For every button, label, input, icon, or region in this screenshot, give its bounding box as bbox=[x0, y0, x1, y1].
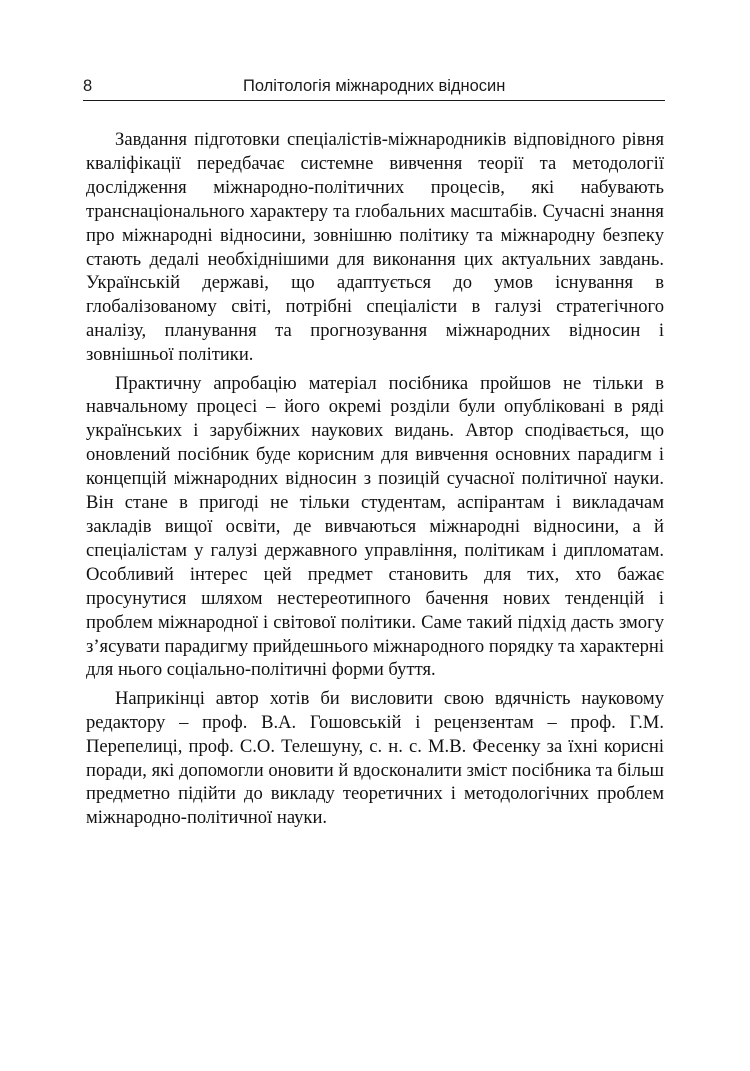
body-text bbox=[86, 128, 664, 835]
paragraph-3: Наприкінці автор хотів би висловити свою вдячність науковому редактору – проф. В.А. Гошовській і рецензентам – проф. Г.М. Перепелиці, проф. С.О. Телешуну, с. н. с. М.В. Фесенку за їхні корисні поради, які допомогли оновити й вдосконалити зміст посібника та більш предметно підійти до викладу теоретичних і методологічних проблем міжнародно-політичної науки. bbox=[86, 687, 664, 829]
paragraph-2: Практичну апробацію матеріал посібника пройшов не тільки в навчальному процесі – його окремі розділи були опубліковані в ряді українських і зарубіжних наукових видань. Автор сподівається, що оновлений посібник буде корисним для вивчення основних парадигм і концепцій міжнародних відносин з позицій сучасної політичної науки. Він стане в пригоді не тільки студентам, аспірантам і викладачам закладів вищої освіти, де вивчаються міжнародні відносини, а й спеціалістам у галузі державного управління, політикам і дипломатам. Особливий інтерес цей предмет становить для тих, хто бажає просунутися шляхом нестереотипного бачення нових тенденцій і проблем міжнародної і світової політики. Саме такий підхід дасть змогу з’ясувати парадигму прийдешнього міжнародного порядку та характерні для нього соціально-політичні форми буття. bbox=[86, 372, 664, 681]
running-title: Політологія міжнародних відносин bbox=[243, 77, 506, 95]
paragraph-1: Завдання підготовки спеціалістів-міжнародників відповідного рівня кваліфікації передбачає системне вивчення теорії та методології дослідження міжнародно-політичних процесів, які набувають транснаціонального характеру та глобальних масштабів. Сучасні знання про міжнародні відносини, зовнішню політику та міжнародну безпеку стають дедалі необхіднішими для виконання цих актуальних завдань. Українській державі, що адаптується до умов існування в глобалізованому світі, потрібні спеціалісти в галузі стратегічного аналізу, планування та прогнозування міжнародних відносин і зовнішньої політики. bbox=[86, 129, 664, 366]
running-header bbox=[83, 74, 665, 101]
page-number: 8 bbox=[83, 77, 93, 95]
